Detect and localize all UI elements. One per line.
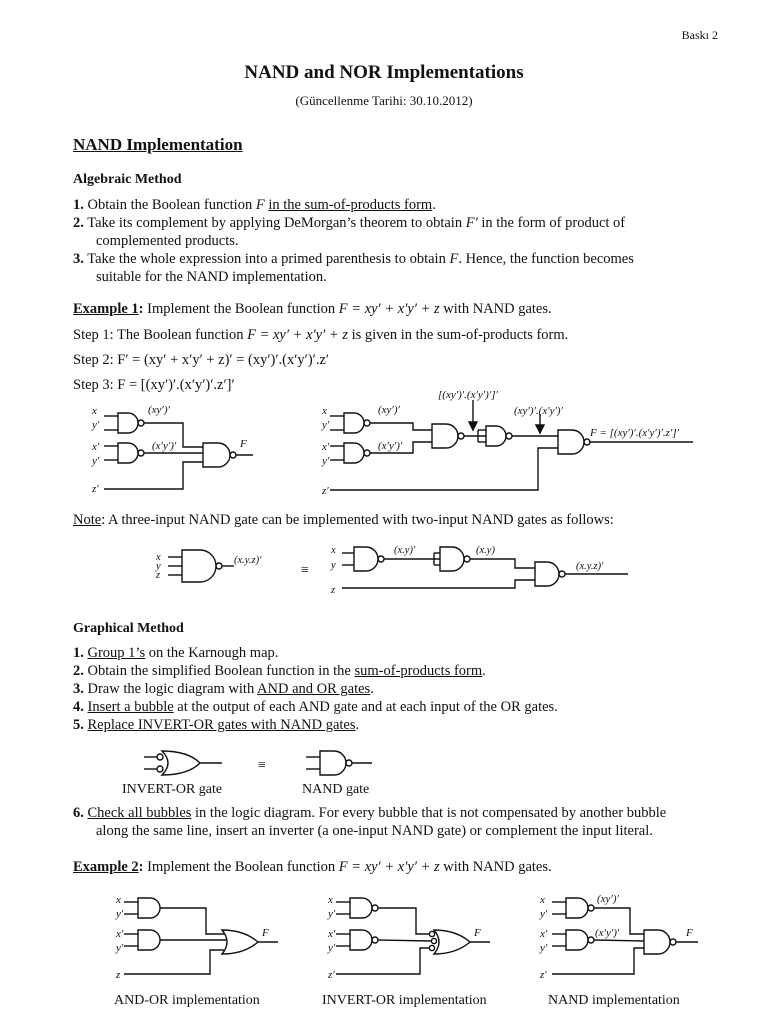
equivalence-symbol: ≡: [300, 563, 310, 578]
step-end: .: [355, 717, 360, 733]
step-number: 3.: [73, 251, 84, 267]
algebraic-step-2-cont: complemented products.: [96, 233, 239, 249]
input-label: y′: [322, 419, 330, 431]
step-text: Take its complement by applying DeMorgan’s theorem to obtain: [87, 215, 466, 231]
output-label: (x.y.z)′: [234, 555, 262, 566]
caption-and-or: AND-OR implementation: [114, 993, 260, 1008]
step-number: 4.: [73, 699, 84, 715]
input-label: x: [156, 552, 161, 563]
graphical-step-6: [73, 805, 666, 822]
step-underlined: Check all bubbles: [87, 805, 192, 821]
input-label: x′: [322, 441, 330, 453]
input-label: z′: [540, 969, 547, 981]
step-underlined: Replace INVERT-OR gates with NAND gates: [87, 717, 356, 733]
example-1-step-2: Step 2: F′ = (xy′ + x′y′ + z)′ = (xy′)′.(x′y′)′.z′: [73, 352, 330, 368]
step-underlined: sum-of-products form: [354, 663, 483, 679]
algebraic-step-3-cont: suitable for the NAND implementation.: [96, 269, 327, 285]
and-or-implementation: [124, 898, 278, 974]
step-text: on the Karnough map.: [145, 645, 279, 661]
func-symbol: F: [449, 251, 459, 267]
step-end: .: [432, 197, 436, 213]
caption-invert-or: INVERT-OR implementation: [322, 993, 487, 1008]
gate-output-label: (x′y′)′: [378, 440, 403, 452]
nand-diagram-multi-level: [318, 386, 708, 500]
gate-output-label: (xy′)′: [597, 893, 619, 905]
colon: :: [138, 859, 144, 875]
graphical-step-1: [73, 645, 278, 662]
input-label: x: [328, 894, 333, 906]
step-text: . Hence, the function becomes: [458, 251, 634, 267]
input-label: x′: [92, 441, 100, 453]
step-text: Draw the logic diagram with: [87, 681, 258, 697]
input-label: y′: [328, 942, 336, 954]
input-label: x: [92, 405, 97, 417]
step-text: at the output of each AND gate and at each input of the OR gates.: [173, 699, 558, 715]
nand-gate-caption: NAND gate: [302, 782, 370, 797]
output-label: F: [240, 438, 247, 450]
input-label: y: [156, 561, 161, 572]
step-underlined: Group 1’s: [87, 645, 146, 661]
gate-output-label: (x′y′)′: [595, 927, 620, 939]
example-text: Implement the Boolean function: [143, 859, 339, 875]
note-label: Note: [73, 512, 102, 528]
input-label: x′: [540, 928, 548, 940]
invert-or-caption: INVERT-OR gate: [122, 782, 223, 797]
input-label: z: [156, 570, 161, 581]
step-underlined: Insert a bubble: [87, 699, 174, 715]
gate-output-label: (x.y): [476, 545, 495, 556]
step-text: Take the whole expression into a primed parenthesis to obtain: [87, 251, 450, 267]
step-text: Obtain the simplified Boolean function in the: [87, 663, 355, 679]
example-text: with NAND gates.: [439, 859, 552, 875]
step-number: 1.: [73, 645, 84, 661]
caption-nand: NAND implementation: [548, 993, 680, 1008]
input-label: x: [331, 545, 336, 556]
step-underlined: in the sum-of-products form: [268, 197, 433, 213]
step-number: 5.: [73, 717, 84, 733]
func-symbol: F′: [465, 215, 478, 231]
example-text: with NAND gates.: [439, 301, 552, 317]
page-subtitle: (Güncellenme Tarihi: 30.10.2012): [295, 93, 473, 108]
algebraic-method-heading: Algebraic Method: [73, 172, 182, 187]
graphical-step-2: [73, 663, 486, 680]
step-number: 2.: [73, 663, 84, 679]
gate-output-label: (xy′)′: [378, 404, 400, 416]
graphical-step-3: [73, 681, 374, 698]
func-symbol: F: [255, 197, 265, 213]
input-label: x′: [328, 928, 336, 940]
output-label: F = [(xy′)′.(x′y′)′.z′]′: [590, 427, 680, 439]
step-number: 2.: [73, 215, 84, 231]
colon: :: [138, 301, 144, 317]
three-input-nand-equivalence: [150, 538, 630, 596]
annotation-label: (xy′)′.(x′y′)′: [514, 405, 563, 417]
example-function: F = xy′ + x′y′ + z: [247, 327, 348, 343]
input-label: y′: [116, 942, 124, 954]
input-label: y′: [328, 908, 336, 920]
step-end: .: [370, 681, 374, 697]
gate-output-label: (x.y)′: [394, 545, 416, 556]
section-heading-nand: NAND Implementation: [73, 135, 243, 154]
step-number: 6.: [73, 805, 84, 821]
invert-or-nand-equivalence: [140, 745, 400, 781]
invert-or-implementation: [336, 898, 490, 974]
example-function: F = xy′ + x′y′ + z: [338, 859, 440, 875]
annotation-label: [(xy′)′.(x′y′)′]′: [438, 389, 498, 401]
example-label: Example 1: [73, 301, 139, 317]
equivalence-symbol: ≡: [257, 758, 267, 773]
page-title: NAND and NOR Implementations: [244, 62, 524, 83]
input-label: y′: [116, 908, 124, 920]
input-label: y′: [92, 455, 100, 467]
note-text: [73, 512, 614, 529]
example-1-step-3: Step 3: F = [(xy′)′.(x′y′)′.z′]′: [73, 377, 235, 393]
input-label: y′: [92, 419, 100, 431]
example-text: Implement the Boolean function: [143, 301, 339, 317]
graphical-method-heading: Graphical Method: [73, 621, 184, 636]
nand-diagram-two-level: [88, 398, 298, 500]
gate-output-label: (xy′)′: [148, 404, 170, 416]
input-label: y: [331, 560, 336, 571]
graphical-step-4: [73, 699, 558, 716]
example-2-diagrams: [110, 890, 710, 988]
input-label: y′: [322, 455, 330, 467]
input-label: x′: [116, 928, 124, 940]
step-text: Step 1: The Boolean function: [73, 327, 248, 343]
input-label: z′: [92, 483, 99, 495]
step-text: in the form of product of: [477, 215, 626, 231]
algebraic-step-1: [73, 197, 436, 214]
input-label: x: [116, 894, 121, 906]
step-number: 1.: [73, 197, 84, 213]
example-label: Example 2: [73, 859, 139, 875]
step-text: in the logic diagram. For every bubble that is not compensated by another bubble: [191, 805, 667, 821]
graphical-step-5: [73, 717, 359, 734]
algebraic-step-3: [73, 251, 634, 268]
example-function: F = xy′ + x′y′ + z: [338, 301, 440, 317]
input-label: z: [116, 969, 121, 981]
page-label: Baskı 2: [681, 28, 718, 42]
example-2-statement: [73, 859, 552, 876]
step-underlined: AND and OR gates: [257, 681, 371, 697]
input-label: z′: [322, 485, 329, 497]
example-1-statement: [73, 301, 552, 318]
step-text: is given in the sum-of-products form.: [347, 327, 569, 343]
input-label: x: [540, 894, 545, 906]
nand-implementation: [552, 898, 698, 974]
input-label: z′: [328, 969, 335, 981]
input-label: y′: [540, 908, 548, 920]
step-end: .: [482, 663, 486, 679]
gate-output-label: (x′y′)′: [152, 440, 177, 452]
output-label: F: [262, 927, 269, 939]
example-1-step-1: [73, 327, 568, 344]
note-body: : A three-input NAND gate can be implemented with two-input NAND gates as follows:: [101, 512, 614, 528]
graphical-step-6-cont: along the same line, insert an inverter (a one-input NAND gate) or complement the input literal.: [96, 823, 653, 839]
algebraic-step-2: [73, 215, 625, 232]
input-label: x: [322, 405, 327, 417]
output-label: (x.y.z)′: [576, 561, 604, 572]
input-label: y′: [540, 942, 548, 954]
output-label: F: [474, 927, 481, 939]
step-number: 3.: [73, 681, 84, 697]
step-text: Obtain the Boolean function: [87, 197, 256, 213]
input-label: z: [331, 585, 336, 596]
output-label: F: [686, 927, 693, 939]
